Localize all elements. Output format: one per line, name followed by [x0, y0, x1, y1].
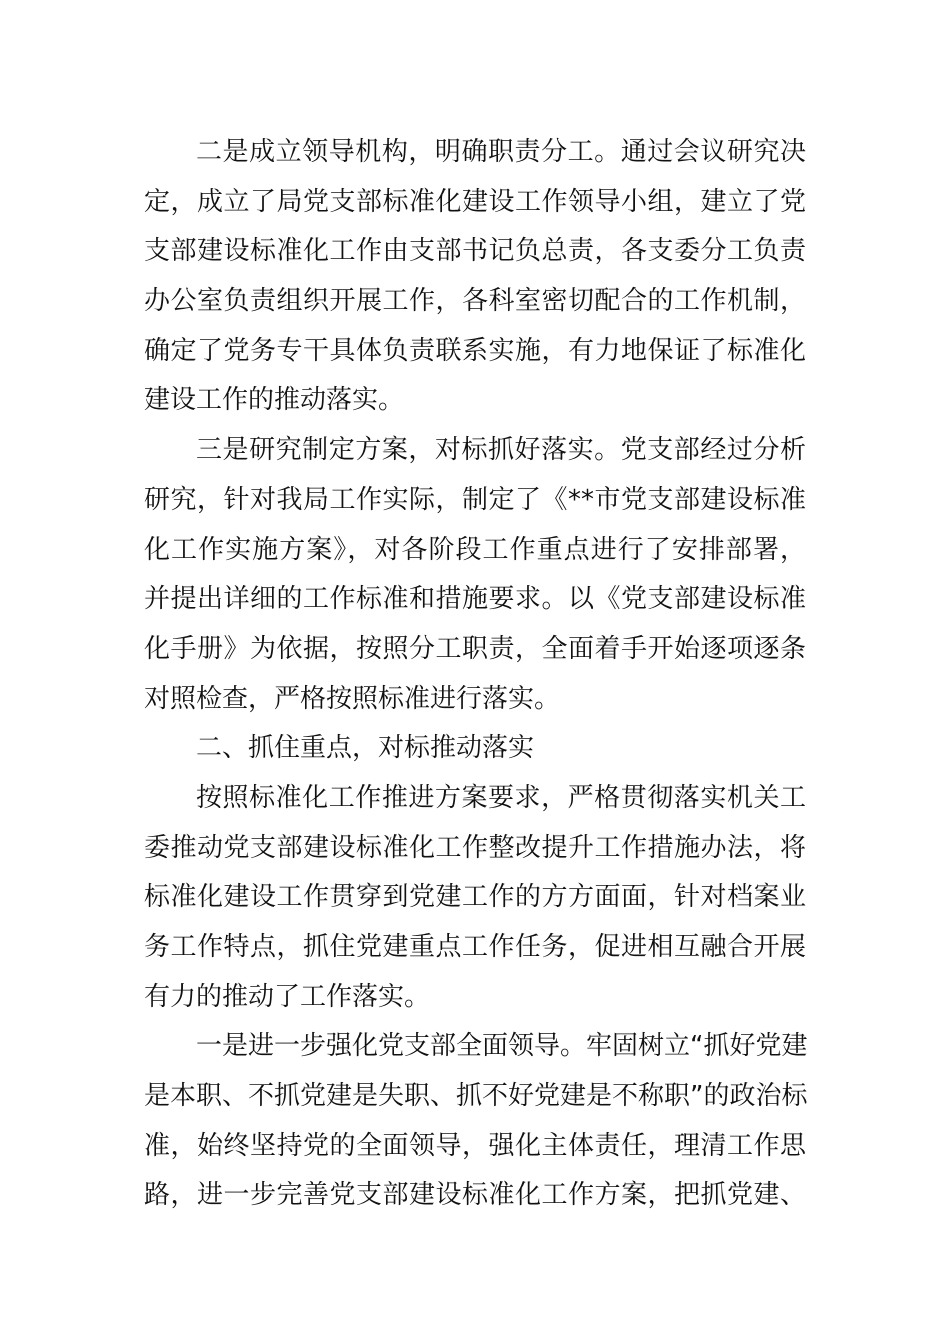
text-line: 标准化建设工作贯穿到党建工作的方方面面，针对档案业 [144, 882, 806, 913]
text-line: 对照检查，严格按照标准进行落实。 [144, 683, 561, 714]
text-line: 按照标准化工作推进方案要求，严格贯彻落实机关工 [196, 782, 806, 813]
text-line: 化工作实施方案》，对各阶段工作重点进行了安排部署， [144, 534, 806, 565]
text-line: 准，始终坚持党的全面领导，强化主体责任，理清工作思 [144, 1130, 806, 1161]
text-line: 一是进一步强化党支部全面领导。牢固树立“抓好党建 [196, 1031, 808, 1062]
text-line: 建设工作的推动落实。 [144, 385, 405, 416]
text-line: 并提出详细的工作标准和措施要求。以《党支部建设标准 [144, 584, 806, 615]
text-line: 务工作特点，抓住党建重点工作任务，促进相互融合开展 [144, 932, 806, 962]
text-line: 研究，针对我局工作实际，制定了《**市党支部建设标准 [144, 484, 806, 515]
text-line: 确定了党务专干具体负责联系实施，有力地保证了标准化 [144, 335, 806, 366]
text-line: 化手册》为依据，按照分工职责，全面着手开始逐项逐条 [144, 633, 806, 664]
text-line: 委推动党支部建设标准化工作整改提升工作措施办法，将 [144, 832, 806, 863]
text-line: 有力的推动了工作落实。 [144, 981, 431, 1012]
text-line: 三是研究制定方案，对标抓好落实。党支部经过分析 [196, 435, 806, 466]
text-line: 是本职、不抓党建是失职、抓不好党建是不称职”的政治标 [144, 1081, 808, 1112]
text-line: 路，进一步完善党支部建设标准化工作方案，把抓党建、 [144, 1180, 806, 1211]
text-line: 办公室负责组织开展工作，各科室密切配合的工作机制， [144, 286, 806, 317]
text-line: 支部建设标准化工作由支部书记负总责，各支委分工负责 [144, 236, 806, 267]
document-body [144, 128, 806, 1221]
text-line: 定，成立了局党支部标准化建设工作领导小组，建立了党 [144, 186, 806, 217]
section-heading: 二、抓住重点，对标推动落实 [196, 733, 535, 764]
text-line: 二是成立领导机构，明确职责分工。通过会议研究决 [196, 137, 806, 167]
